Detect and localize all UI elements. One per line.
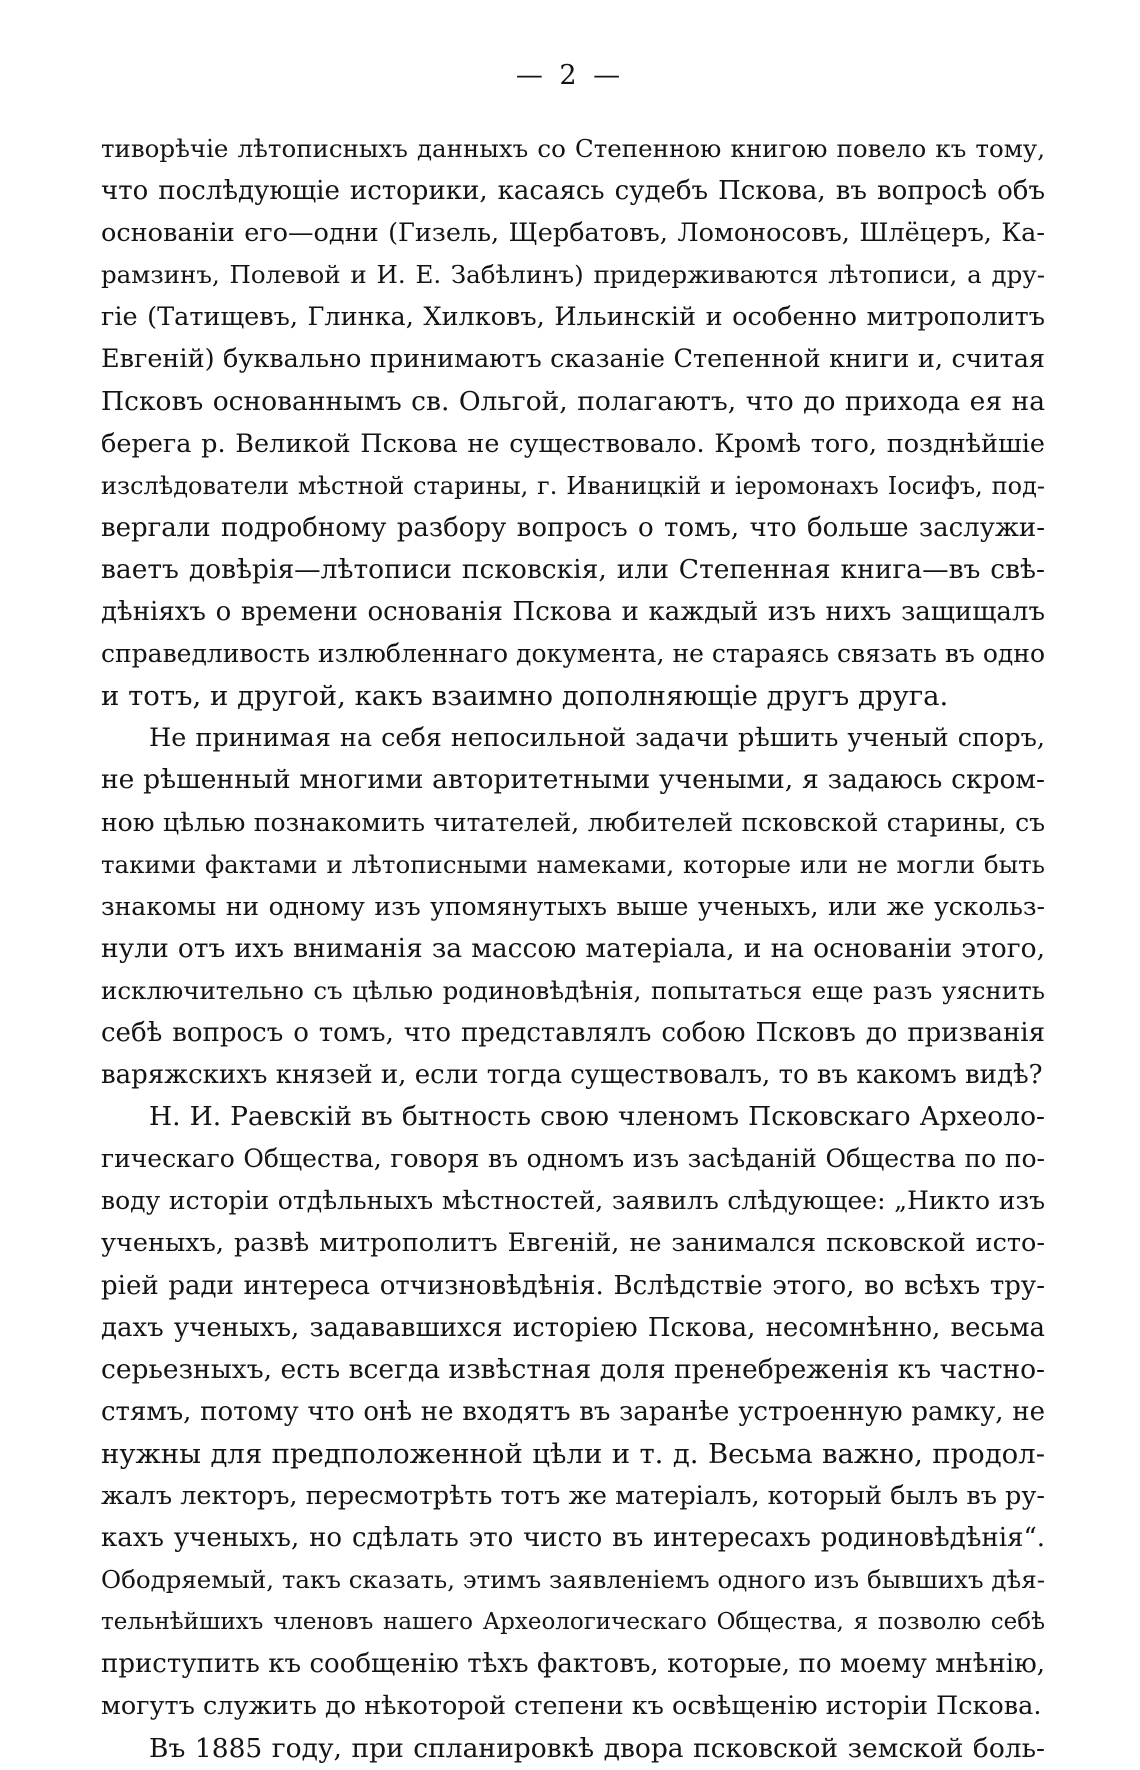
text-line: Псковъ основаннымъ св. Ольгой, полагаютъ, что до прихода ея на: [101, 385, 1045, 417]
text-line: могутъ служить до нѣкоторой степени къ освѣщенію исторіи Пскова.: [101, 1691, 1042, 1722]
text-line: стямъ, потому что онѣ не входятъ въ заранѣе устроенную рамку, не: [101, 1396, 1045, 1427]
text-line: справедливость излюбленнаго документа, не стараясь связать въ одно: [101, 639, 1045, 669]
text-line: серьезныхъ, есть всегда извѣстная доля пренебреженія къ частно-: [101, 1353, 1045, 1385]
text-line: ріей ради интереса отчизновѣдѣнія. Вслѣдствіе этого, во всѣхъ тру-: [101, 1270, 1045, 1301]
text-line: себѣ вопросъ о томъ, что представлялъ собою Псковъ до призванія: [101, 1017, 1045, 1048]
text-line: жалъ лекторъ, пересмотрѣть тотъ же матеріалъ, который былъ въ ру-: [101, 1481, 1045, 1511]
text-line: дахъ ученыхъ, задававшихся исторіею Пскова, несомнѣнно, весьма: [101, 1312, 1045, 1343]
text-line: исключительно съ цѣлью родиновѣдѣнія, попытаться еще разъ уяснить: [101, 975, 1045, 1005]
text-line: знакомы ни одному изъ упомянутыхъ выше ученыхъ, или же ускольз-: [101, 891, 1045, 921]
text-line: дѣніяхъ о времени основанія Пскова и каждый изъ нихъ защищалъ: [101, 597, 1045, 628]
text-line: основаніи его—одни (Гизель, Щербатовъ, Ломоносовъ, Шлёцеръ, Ка-: [101, 218, 1045, 249]
body-text: [101, 128, 1045, 1770]
text-line: рамзинъ, Полевой и И. Е. Забѣлинъ) придерживаются лѣтописи, а дру-: [101, 260, 1045, 290]
text-line: тиворѣчіе лѣтописныхъ данныхъ со Степенною книгою повело къ тому,: [101, 134, 1045, 163]
page-number: — 2 —: [515, 60, 625, 91]
text-line: Въ 1885 году, при спланировкѣ двора псковской земской боль-: [149, 1732, 1045, 1764]
text-line: кахъ ученыхъ, но сдѣлать это чисто въ интересахъ родиновѣдѣнія“.: [101, 1523, 1045, 1554]
text-line: варяжскихъ князей и, если тогда существовалъ, то въ какомъ видѣ?: [101, 1060, 1043, 1091]
text-line: ваетъ довѣрія—лѣтописи псковскія, или Степенная книга—въ свѣ-: [101, 553, 1045, 585]
text-line: не рѣшенный многими авторитетными учеными, я задаюсь скром-: [101, 764, 1045, 796]
text-line: и тотъ, и другой, какъ взаимно дополняющіе другъ друга.: [101, 680, 949, 713]
text-line: изслѣдователи мѣстной старины, г. Иваницкій и іеромонахъ Іосифъ, под-: [101, 471, 1045, 500]
text-line: нули отъ ихъ вниманія за массою матеріала, и на основаніи этого,: [101, 932, 1045, 964]
text-line: приступить къ сообщенію тѣхъ фактовъ, которые, по моему мнѣнію,: [101, 1649, 1045, 1680]
text-line: Н. И. Раевскій въ бытность свою членомъ Псковскаго Археоло-: [149, 1101, 1045, 1133]
text-line: такими фактами и лѣтописными намеками, которые или не могли быть: [101, 849, 1045, 879]
text-line: гическаго Общества, говоря въ одномъ изъ засѣданій Общества по по-: [101, 1144, 1045, 1174]
text-line: Ободряемый, такъ сказать, этимъ заявленіемъ одного изъ бывшихъ дѣя-: [101, 1565, 1045, 1595]
text-line: воду исторіи отдѣльныхъ мѣстностей, заявилъ слѣдующее: „Никто изъ: [101, 1186, 1045, 1216]
text-line: Евгеній) буквально принимаютъ сказаніе Степенной книги и, считая: [101, 344, 1045, 375]
text-line: гіе (Татищевъ, Глинка, Хилковъ, Ильинскій и особенно митрополитъ: [101, 302, 1045, 333]
text-line: ученыхъ, развѣ митрополитъ Евгеній, не занимался псковской исто-: [101, 1228, 1045, 1259]
text-line: берега р. Великой Пскова не существовало. Кромѣ того, позднѣйшіе: [101, 428, 1045, 459]
text-line: вергали подробному разбору вопросъ о томъ, что больше заслужи-: [101, 512, 1045, 543]
text-line: Не принимая на себя непосильной задачи рѣшить ученый споръ,: [149, 723, 1045, 754]
text-line: ною цѣлью познакомить читателей, любителей псковской старины, съ: [101, 807, 1045, 837]
text-line: что послѣдующіе историки, касаясь судебъ Пскова, въ вопросѣ объ: [101, 176, 1045, 207]
text-line: тельнѣйшихъ членовъ нашего Археологическаго Общества, я позволю себѣ: [101, 1609, 1045, 1636]
text-line: нужны для предположенной цѣли и т. д. Весьма важно, продол-: [101, 1437, 1045, 1470]
